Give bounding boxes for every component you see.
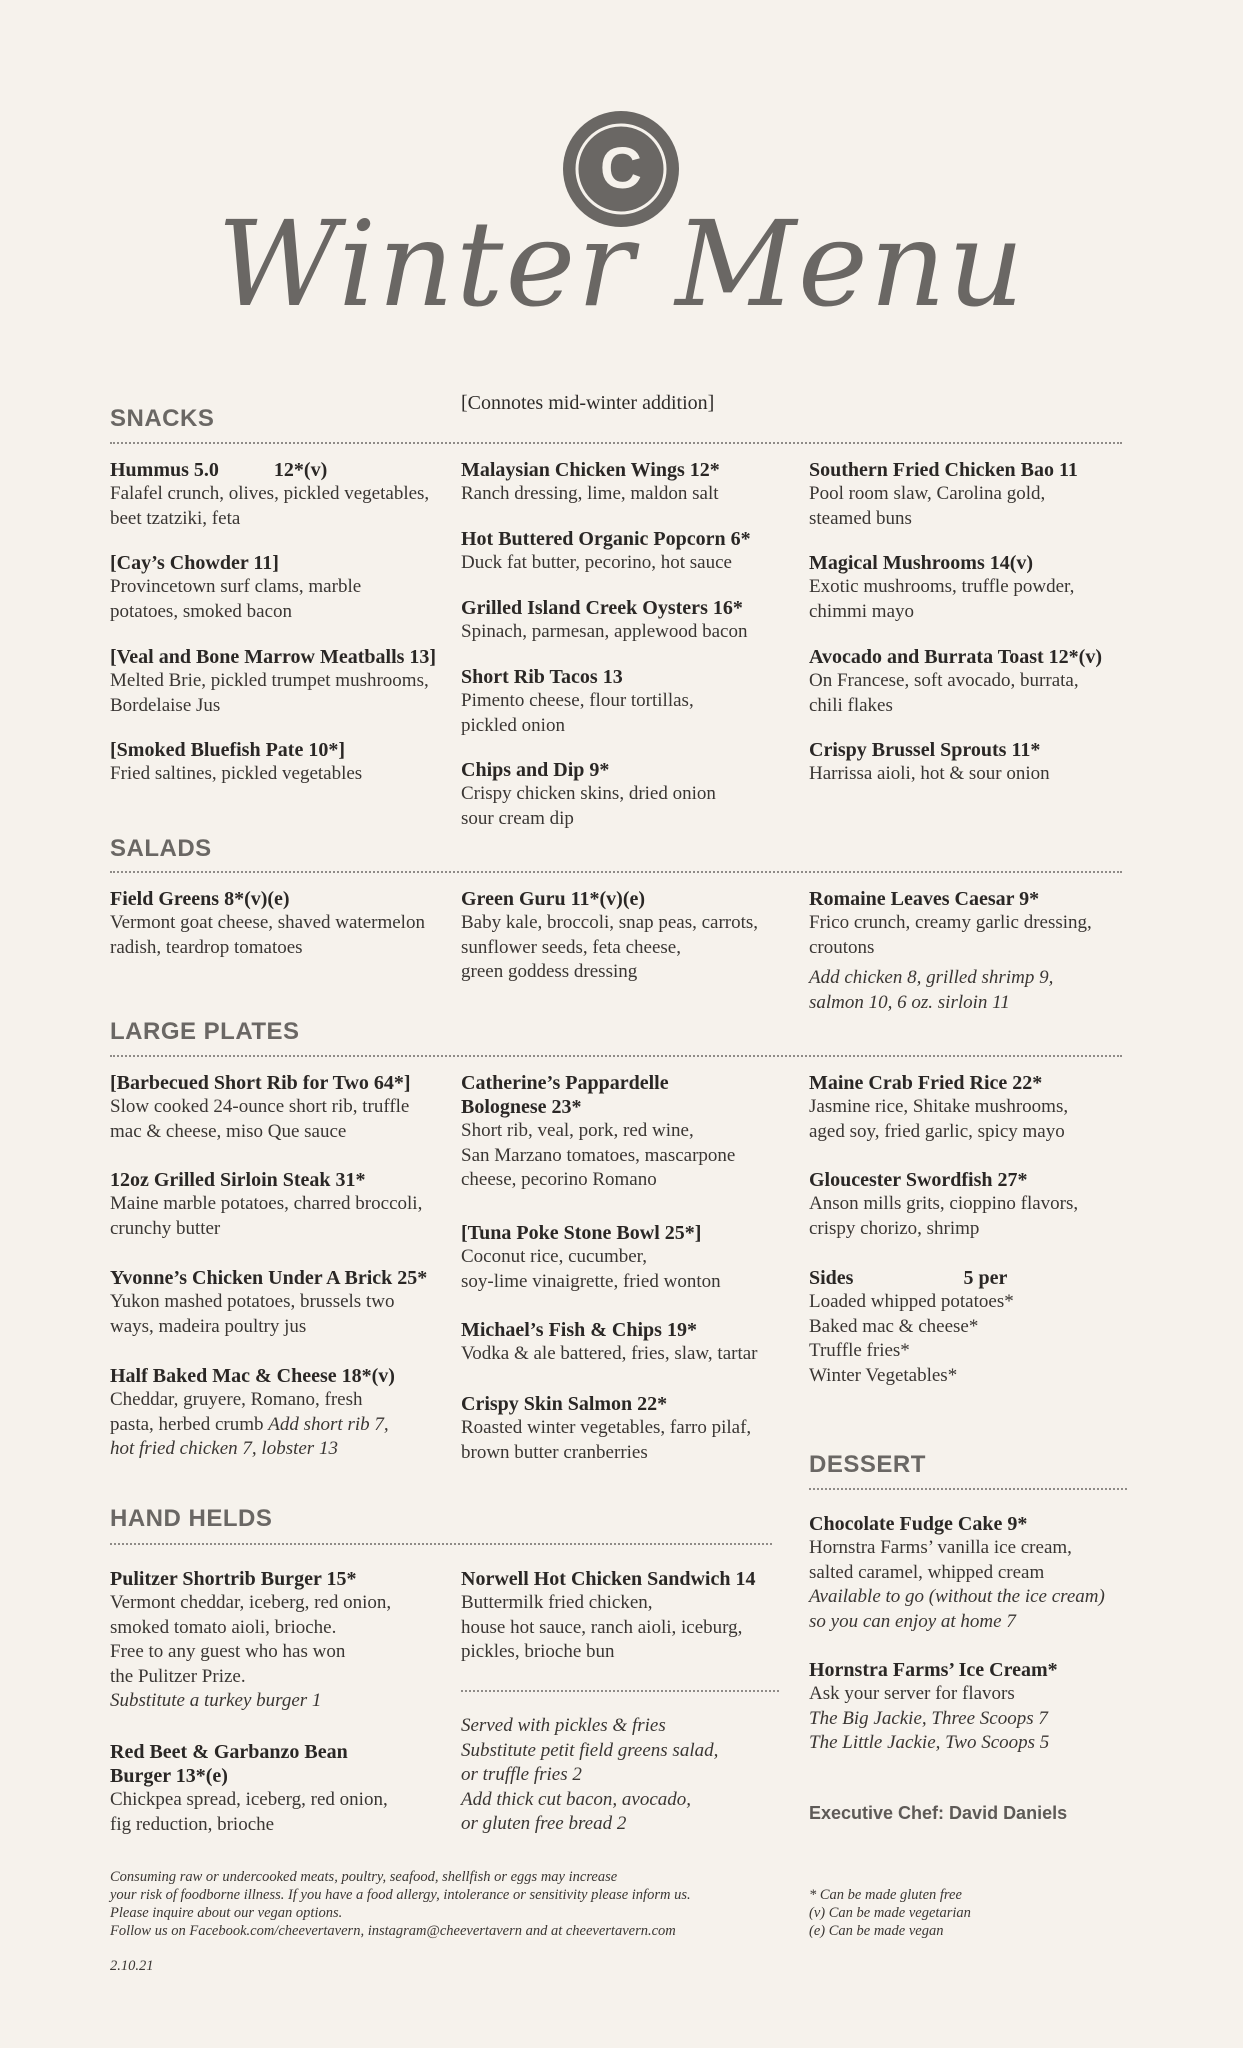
menu-item-steak: 12oz Grilled Sirloin Steak 31* Maine marble potatoes, charred broccoli, crunchy butter bbox=[110, 1169, 423, 1239]
menu-item-hummus: Hummus 5.0 12*(v) Falafel crunch, olives, pickled vegetables, beet tzatziki, feta bbox=[110, 459, 430, 529]
menu-item-swordfish: Gloucester Swordfish 27* Anson mills grits, cioppino flavors, crispy chorizo, shrimp bbox=[809, 1169, 1079, 1239]
allergy-disclaimer: Consuming raw or undercooked meats, poultry, seafood, shellfish or eggs may increase your risk of foodborne illness. If you have a food allergy, intolerance or sensitivity please inform us. Please inquire about our vegan options. Follow us on Facebook.com/cheevertavern, instagram@cheevertavern and at cheevertavern.com bbox=[110, 1869, 691, 1939]
menu-item-field-greens: Field Greens 8*(v)(e) Vermont goat cheese, shaved watermelon radish, teardrop tomatoes bbox=[110, 888, 425, 958]
menu-item-norwell-sandwich: Norwell Hot Chicken Sandwich 14 Buttermilk fried chicken, house hot sauce, ranch aioli, iceburg, pickles, brioche bun bbox=[461, 1568, 756, 1662]
section-hand-helds: HAND HELDS bbox=[110, 1505, 273, 1532]
menu-item-pappardelle: Catherine’s Pappardelle Bolognese 23* Short rib, veal, pork, red wine, San Marzano tomatoes, mascarpone cheese, pecorino Romano bbox=[461, 1072, 736, 1190]
menu-item-green-guru: Green Guru 11*(v)(e) Baby kale, broccoli, snap peas, carrots, sunflower seeds, feta cheese, green goddess dressing bbox=[461, 888, 759, 982]
menu-item-meatballs: [Veal and Bone Marrow Meatballs 13] Melted Brie, pickled trumpet mushrooms, Bordelaise Jus bbox=[110, 646, 437, 716]
divider bbox=[809, 1488, 1127, 1490]
logo-letter: C bbox=[600, 136, 642, 201]
menu-item-crab-rice: Maine Crab Fried Rice 22* Jasmine rice, Shitake mushrooms, aged soy, fried garlic, spicy mayo bbox=[809, 1072, 1069, 1142]
menu-item-oysters: Grilled Island Creek Oysters 16* Spinach, parmesan, applewood bacon bbox=[461, 597, 748, 642]
menu-item-chowder: [Cay’s Chowder 11] Provincetown surf clams, marble potatoes, smoked bacon bbox=[110, 552, 362, 622]
menu-date: 2.10.21 bbox=[110, 1958, 154, 1974]
menu-item-fish-chips: Michael’s Fish & Chips 19* Vodka & ale battered, fries, slaw, tartar bbox=[461, 1319, 758, 1364]
menu-item-wings: Malaysian Chicken Wings 12* Ranch dressing, lime, maldon salt bbox=[461, 459, 720, 504]
menu-item-pulitzer-burger: Pulitzer Shortrib Burger 15* Vermont cheddar, iceberg, red onion, smoked tomato aioli, brioche. Free to any guest who has won the Pulitzer Prize. Substitute a turkey burger 1 bbox=[110, 1568, 392, 1711]
menu-item-popcorn: Hot Buttered Organic Popcorn 6* Duck fat butter, pecorino, hot sauce bbox=[461, 528, 751, 573]
menu-item-ice-cream: Hornstra Farms’ Ice Cream* Ask your server for flavors The Big Jackie, Three Scoops 7 The Little Jackie, Two Scoops 5 bbox=[809, 1659, 1058, 1753]
executive-chef: Executive Chef: David Daniels bbox=[809, 1803, 1068, 1823]
menu-item-caesar: Romaine Leaves Caesar 9* Frico crunch, creamy garlic dressing, croutons Add chicken 8, grilled shrimp 9, salmon 10, 6 oz. sirloin 11 bbox=[809, 888, 1092, 1013]
divider bbox=[461, 1690, 779, 1692]
divider bbox=[110, 442, 1122, 444]
menu-item-bluefish: [Smoked Bluefish Pate 10*] Fried saltines, pickled vegetables bbox=[110, 739, 363, 784]
mid-winter-note: [Connotes mid-winter addition] bbox=[461, 392, 715, 414]
menu-item-mac-cheese: Half Baked Mac & Cheese 18*(v) Cheddar, gruyere, Romano, fresh pasta, herbed crumb Add short rib 7, hot fried chicken 7, lobster 13 bbox=[110, 1365, 395, 1459]
menu-item-sides: Sides 5 per Loaded whipped potatoes* Baked mac & cheese* Truffle fries* Winter Vegetables* bbox=[809, 1267, 1014, 1386]
divider bbox=[110, 1543, 772, 1545]
menu-item-sprouts: Crispy Brussel Sprouts 11* Harrissa aioli, hot & sour onion bbox=[809, 739, 1050, 784]
divider bbox=[110, 871, 1122, 873]
menu-item-tacos: Short Rib Tacos 13 Pimento cheese, flour tortillas, pickled onion bbox=[461, 666, 694, 736]
section-snacks: SNACKS bbox=[110, 405, 215, 432]
menu-item-short-rib: [Barbecued Short Rib for Two 64*] Slow cooked 24-ounce short rib, truffle mac & cheese, miso Que sauce bbox=[110, 1072, 411, 1142]
section-large-plates: LARGE PLATES bbox=[110, 1018, 300, 1045]
menu-item-salmon: Crispy Skin Salmon 22* Roasted winter vegetables, farro pilaf, brown butter cranberries bbox=[461, 1393, 752, 1463]
served-with-note: Served with pickles & fries Substitute petit field greens salad, or truffle fries 2 Add thick cut bacon, avocado, or gluten free bread 2 bbox=[461, 1715, 719, 1834]
menu-title: Winter Menu bbox=[217, 195, 1026, 333]
menu-item-tuna-poke: [Tuna Poke Stone Bowl 25*] Coconut rice, cucumber, soy-lime vinaigrette, fried wonton bbox=[461, 1222, 721, 1292]
section-dessert: DESSERT bbox=[809, 1451, 926, 1478]
menu-item-fudge-cake: Chocolate Fudge Cake 9* Hornstra Farms’ vanilla ice cream, salted caramel, whipped cream Available to go (without the ice cream) so you can enjoy at home 7 bbox=[809, 1513, 1105, 1632]
dietary-legend: * Can be made gluten free (v) Can be made vegetarian (e) Can be made vegan bbox=[809, 1887, 971, 1939]
menu-item-chicken-brick: Yvonne’s Chicken Under A Brick 25* Yukon mashed potatoes, brussels two ways, madeira poultry jus bbox=[110, 1267, 428, 1337]
menu-item-bao: Southern Fried Chicken Bao 11 Pool room slaw, Carolina gold, steamed buns bbox=[809, 459, 1078, 529]
menu-item-chips: Chips and Dip 9* Crispy chicken skins, dried onion sour cream dip bbox=[461, 759, 716, 829]
menu-item-mushrooms: Magical Mushrooms 14(v) Exotic mushrooms, truffle powder, chimmi mayo bbox=[809, 552, 1075, 622]
section-salads: SALADS bbox=[110, 835, 212, 862]
menu-item-beet-burger: Red Beet & Garbanzo Bean Burger 13*(e) Chickpea spread, iceberg, red onion, fig reduction, brioche bbox=[110, 1741, 388, 1835]
divider bbox=[110, 1055, 1122, 1057]
menu-item-toast: Avocado and Burrata Toast 12*(v) On Francese, soft avocado, burrata, chili flakes bbox=[809, 646, 1102, 716]
